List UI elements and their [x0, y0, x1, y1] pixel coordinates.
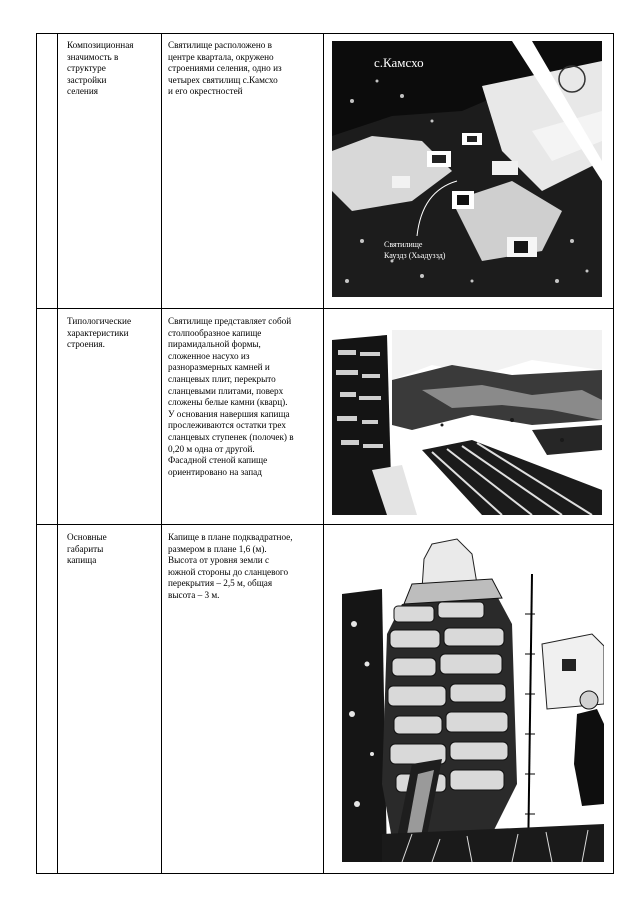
row-3-description: Капище в плане подквадратное, размером в плане 1,6 (м). Высота от уровня земли с южной стороны до сланцевого перекрытия – 2,5 м, общая высота – 3 м. [168, 532, 293, 600]
row-2-label: Типологические характеристики строения. [67, 316, 132, 350]
column-divider [323, 34, 324, 873]
column-divider [57, 34, 58, 873]
sanctuary-measure-photo [342, 534, 604, 862]
village-aerial-photo [332, 41, 602, 297]
row-divider [37, 524, 613, 525]
row-2-description: Святилище представляет собой столпообразное капище пирамидальной формы, сложенное насухо из разноразмерных камней и сланцевых плит, перекрыто сланцевыми плитами, поверх сложены белые камни (кварц). У основания навершия капища прослеживаются остатки трех сланцевых ступенек (полочек) в 0,20 м одна от другой. Фасадной стеной капище ориентировано на запад [168, 316, 294, 477]
photo-village-title: с.Камсхо [374, 55, 424, 70]
row-1-label: Композиционная значимость в структуре застройки селения [67, 40, 134, 97]
photo-caption-line1: Святилище [384, 240, 423, 249]
photo-caption-line2: Кауздз (Хьадуззд) [384, 251, 446, 260]
sanctuary-stone-photo [332, 330, 602, 515]
survey-table [36, 33, 614, 874]
row-divider [37, 308, 613, 309]
column-divider [161, 34, 162, 873]
row-3-label: Основные габариты капища [67, 532, 107, 566]
row-1-description: Святилище расположено в центре квартала, окружено строениями селения, одно из четырех святилищ с.Камсхо и его окрестностей [168, 40, 282, 97]
